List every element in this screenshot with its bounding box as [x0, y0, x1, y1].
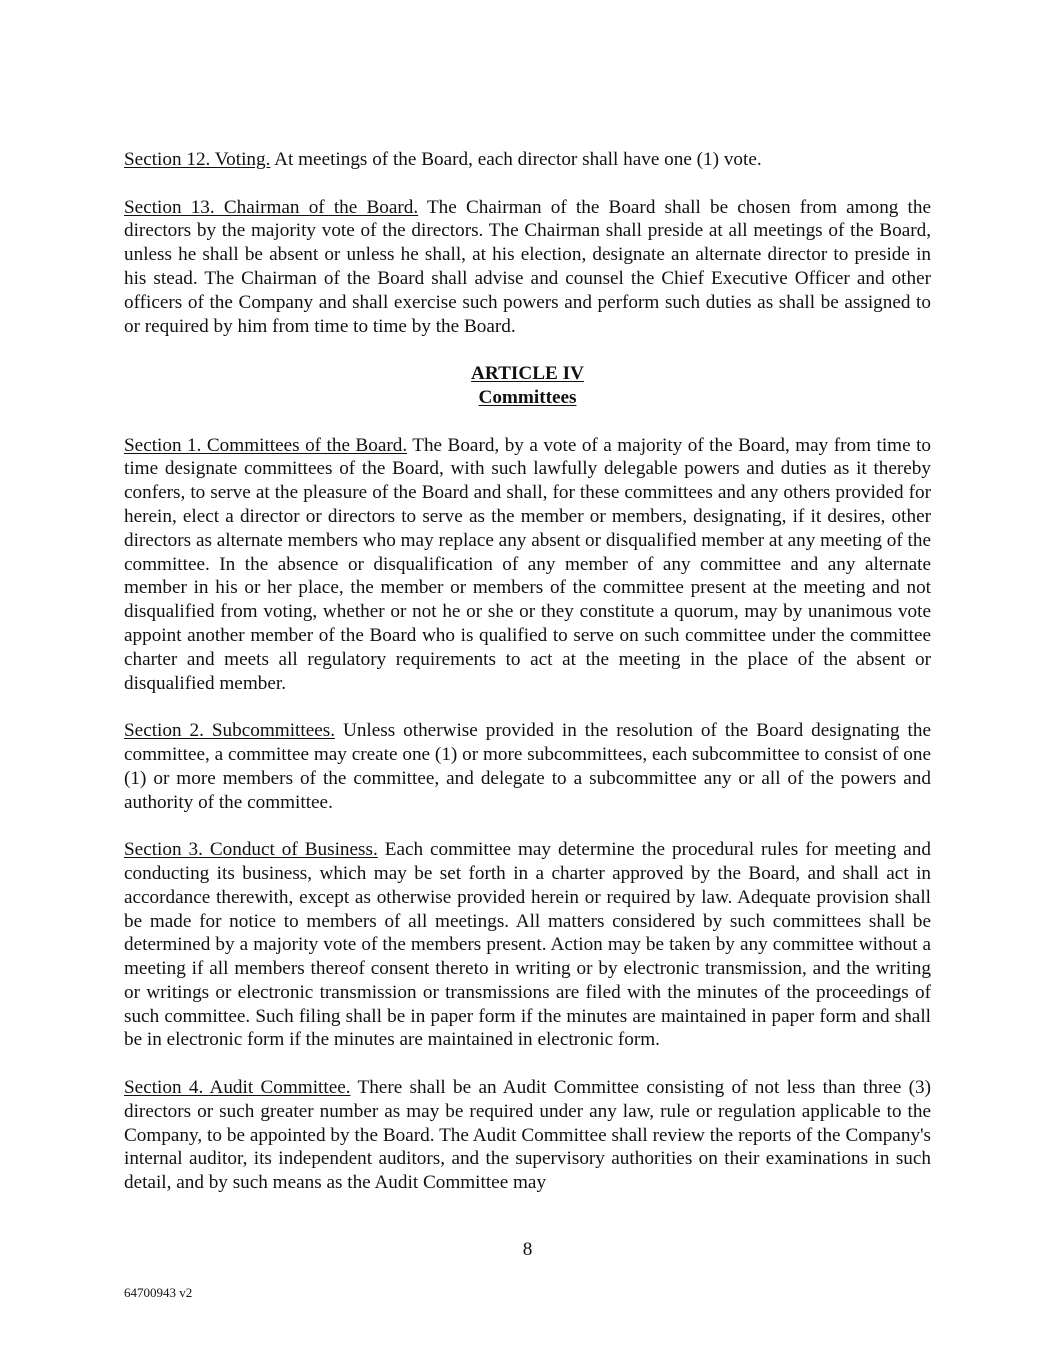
section-1-committees: [124, 434, 931, 696]
page-number: 8: [522, 1239, 533, 1260]
article-heading: [124, 362, 931, 410]
section-heading: Section 1. Committees of the Board.: [124, 434, 408, 456]
section-text: Each committee may determine the procedural rules for meeting and conducting its business, which may be set forth in a charter approved by the Board, and shall act in accordance therewith, except as otherwise provided herein or required by law. Adequate provision shall be made for notice to members of all meetings. All matters considered by such committees shall be determined by a majority vote of the members present. Action may be taken by any committee without a meeting if all members thereof consent thereto in writing or by electronic transmission, and the writing or writings or electronic transmission or transmissions are filed with the minutes of the proceedings of such committee. Such filing shall be in paper form if the minutes are maintained in paper form and shall be in electronic form if the minutes are maintained in electronic form.: [124, 839, 931, 1051]
section-13-chairman: [124, 196, 931, 339]
section-heading: Section 2. Subcommittees.: [124, 720, 335, 742]
section-12-voting: [124, 148, 931, 172]
section-heading: Section 3. Conduct of Business.: [124, 839, 378, 861]
section-2-subcommittees: [124, 719, 931, 814]
section-4-audit: [124, 1076, 931, 1195]
document-id: 64700943 v2: [124, 1285, 193, 1300]
section-text: There shall be an Audit Committee consisting of not less than three (3) directors or such greater number as may be required under any law, rule or regulation applicable to the Company, to be appointed by the Board. The Audit Committee shall review the reports of the Company's internal auditor, its independent auditors, and the supervisory authorities on their examinations in such detail, and by such means as the Audit Committee may: [124, 1077, 931, 1194]
section-heading: Section 12. Voting.: [124, 149, 271, 170]
section-text: Unless otherwise provided in the resolution of the Board designating the committee, a committee may create one (1) or more subcommittees, each subcommittee to consist of one (1) or more members of the committee, and delegate to a subcommittee any or all of the powers and authority of the committee.: [124, 720, 931, 813]
section-text: At meetings of the Board, each director shall have one (1) vote.: [270, 149, 762, 170]
section-text: The Chairman of the Board shall be chosen from among the directors by the majority vote of the directors. The Chairman shall preside at all meetings of the Board, unless he shall be absent or unless he shall, at his election, designate an alternate director to preside in his stead. The Chairman of the Board shall advise and counsel the Chief Executive Officer and other officers of the Company and shall exercise such powers and perform such duties as shall be assigned to or required by him from time to time by the Board.: [124, 196, 931, 337]
section-text: The Board, by a vote of a majority of the Board, may from time to time designate committees of the Board, with such lawfully delegable powers and duties as it thereby confers, to serve at the pleasure of the Board and shall, for these committees and any others provided for herein, elect a director or directors to serve as the member or members, designating, if it desires, other directors as alternate members who may replace any absent or disqualified member at any meeting of the committee. In the absence or disqualification of any member of any committee and any alternate member in his or her place, the member or members of the committee present at the meeting and not disqualified from voting, whether or not he or she or they constitute a quorum, may by unanimous vote appoint another member of the Board who is qualified to serve on such committee under the committee charter and meets all regulatory requirements to act at the meeting in the place of the absent or disqualified member.: [124, 434, 931, 694]
document-body: [124, 148, 931, 1219]
article-title: Committees: [478, 386, 577, 408]
section-3-conduct: [124, 838, 931, 1052]
section-heading: Section 13. Chairman of the Board.: [124, 196, 419, 218]
section-heading: Section 4. Audit Committee.: [124, 1077, 351, 1099]
article-number: ARTICLE IV: [471, 363, 584, 385]
